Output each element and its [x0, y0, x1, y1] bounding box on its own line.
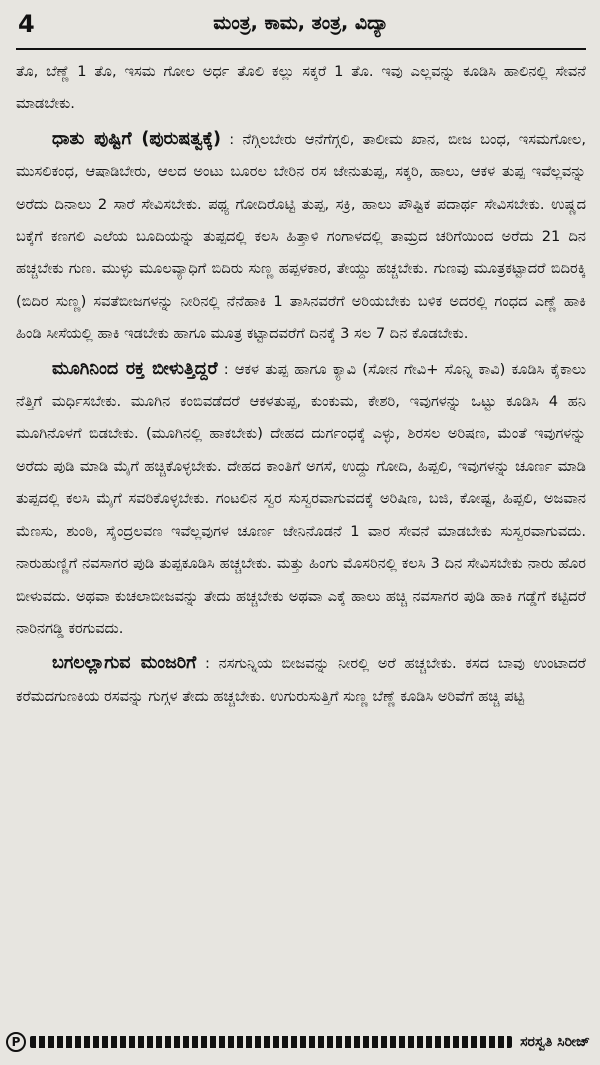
section-heading: ಬಗಲಲ್ಲಾಗುವ ಮಂಜರಿಗೆ	[52, 653, 197, 674]
running-title: ಮಂತ್ರ, ಕಾಮ, ತಂತ್ರ, ವಿದ್ಯಾ	[213, 12, 389, 34]
page-header	[16, 0, 586, 56]
paragraph-text: : ನೆಗ್ಗಿಲಬೇರು ಆನೆಗೆಗ್ಗಲಿ, ತಾಲೀಮ ಖಾನ, ಬೀಜ ಬಂಧ, ಇಸಮಗೋಲ, ಮುಸಲಿಕಂಧ, ಆಷಾಡಿಬೇರು, ಆಲದ ಅಂಟು ಬೂರಲ ಬೇರಿನ ರಸ ಜೇನುತುಪ್ಪ, ಸಕ್ಕರಿ, ಹಾಲು, ಆಕಳ ತುಪ್ಪ ಇವೆಲ್ಲವನ್ನು ಅರೆದು ದಿನಾಲು 2 ಸಾರೆ ಸೇವಿಸಬೇಕು. ಪಥ್ಯ ಗೋದಿರೊಟ್ಟಿ ತುಪ್ಪ, ಸಕ್ರಿ, ಹಾಲು ಪೌಷ್ಟಿಕ ಪದಾರ್ಥ ಸೇವಿಸಬೇಕು. ಉಷ್ಣದ ಬಕ್ಕೆಗೆ ಕಣಗಲಿ ಎಲೆಯ ಬೂದಿಯನ್ನು ತುಪ್ಪದಲ್ಲಿ ಕಲಸಿ ಹಿತ್ತಾಳಿ ಗಂಗಾಳದಲ್ಲಿ ತಾಮ್ರದ ಚರಿಗೆಯಿಂದ ಅರೆದು 21 ದಿನ ಹಚ್ಚಬೇಕು ಗುಣ. ಮುಳ್ಳು ಮೂಲವ್ಯಾಧಿಗೆ ಬಿದಿರು ಸುಣ್ಣ ಹಪ್ಪಳಕಾರ, ತೇಯ್ದು ಹಚ್ಚಬೇಕು. ಗುಣವು ಮೂತ್ರಕಟ್ಟಾದರೆ ಬಿದಿರಕ್ಕಿ (ಬಿದಿರ ಸುಣ್ಣ) ಸವತೆಬೀಜಗಳನ್ನು ನೀರಿನಲ್ಲಿ ನೆನೆಹಾಕಿ 1 ತಾಸಿನವರೆಗೆ ಅರಿಯಬೇಕು ಬಳಿಕ ಅದರಲ್ಲಿ ಗಂಧದ ಎಣ್ಣೆ ಹಾಕಿ ಹಿಂಡಿ ಸೀಸೆಯಲ್ಲಿ ಹಾಕಿ ಇಡಬೇಕು ಹಾಗೂ ಮೂತ್ರ ಕಟ್ಟಾದವರೆಗೆ ದಿನಕ್ಕೆ 3 ಸಲ 7 ದಿನ ಕೊಡಬೇಕು.	[16, 130, 586, 343]
paragraph-dhatu-pushti	[16, 123, 586, 351]
paragraph-text: : ಆಕಳ ತುಪ್ಪ ಹಾಗೂ ಕ್ಯಾವಿ (ಸೋನ ಗೇವಿ+ ಸೊನ್ನಿ ಕಾವಿ) ಕೂಡಿಸಿ ಕೈಕಾಲು ನೆತ್ತಿಗೆ ಮರ್ಧಿಸಬೇಕು. ಮೂಗಿನ ಕಂಬಿವಡೆದರೆ ಆಕಳತುಪ್ಪ, ಕುಂಕುಮ, ಕೇಶರಿ, ಇವುಗಳನ್ನು ಒಟ್ಟು ಕೂಡಿಸಿ 4 ಹನಿ ಮೂಗಿನೊಳಗೆ ಬಿಡಬೇಕು. (ಮೂಗಿನಲ್ಲಿ ಹಾಕಬೇಕು) ದೇಹದ ದುರ್ಗಂಧಕ್ಕೆ ಎಳ್ಳು, ಶಿರಸಲ ಅರಿಷಣ, ಮೆಂತೆ ಇವುಗಳನ್ನು ಅರೆದು ಪುಡಿ ಮಾಡಿ ಮೈಗೆ ಹಚ್ಚಿಕೊಳ್ಳಬೇಕು. ದೇಹದ ಕಾಂತಿಗೆ ಅಗಸೆ, ಉದ್ದು ಗೋದಿ, ಹಿಪ್ಪಲಿ, ಇವುಗಳನ್ನು ಚೂರ್ಣ ಮಾಡಿ ತುಪ್ಪದಲ್ಲಿ ಕಲಸಿ ಮೈಗೆ ಸವರಿಕೊಳ್ಳಬೇಕು. ಗಂಟಲಿನ ಸ್ವರ ಸುಸ್ವರವಾಗುವದಕ್ಕೆ ಅರಿಷಿಣ, ಬಜಿ, ಕೋಷ್ಟ, ಹಿಪ್ಪಲಿ, ಅಜವಾನ ಮೆಣಸು, ಶುಂಠಿ, ಸೈಂದ್ರಲವಣ ಇವೆಲ್ಲವುಗಳ ಚೂರ್ಣ ಜೇನಿನೊಡನೆ 1 ವಾರ ಸೇವನೆ ಮಾಡಬೇಕು ಸುಸ್ವರವಾಗುವದು. ನಾರುಹುಣ್ಣಿಗೆ ನವಸಾಗರ ಪುಡಿ ತುಪ್ಪಕೂಡಿಸಿ ಹಚ್ಚಬೇಕು. ಮತ್ತು ಹಿಂಗು ಮೊಸರಿನಲ್ಲಿ ಕಲಸಿ 3 ದಿನ ಸೇವಿಸಬೇಕು ನಾರು ಹೊರ ಬೀಳುವದು. ಅಥವಾ ಕುಚಲಾಬೀಜವನ್ನು ತೇದು ಹಚ್ಚಬೇಕು ಅಥವಾ ಎಕ್ಕೆ ಹಾಲು ಹಚ್ಚಿ ನವಸಾಗರ ಪುಡಿ ಹಾಕಿ ಗಡ್ಡೆಗೆ ಕಟ್ಟಿದರೆ ನಾರಿನಗಡ್ಡಿ ಕರಗುವದು.	[16, 360, 586, 637]
ornament-border	[30, 1036, 512, 1048]
paragraph-continuation	[16, 56, 586, 121]
paragraph-text: ತೊ, ಬೆಣ್ಣೆ 1 ತೊ, ಇಸಮ ಗೋಲ ಅರ್ಧ ತೊಲಿ ಕಲ್ಲು ಸಕ್ಕರೆ 1 ತೊ. ಇವು ಎಲ್ಲವನ್ನು ಕೂಡಿಸಿ ಹಾಲಿನಲ್ಲಿ ಸೇವನೆ ಮಾಡಬೇಕು.	[16, 63, 586, 113]
page-body	[16, 56, 586, 713]
paragraph-text: : ನಸಗುನ್ನಿಯ ಬೀಜವನ್ನು ನೀರಲ್ಲಿ ಅರೆ ಹಚ್ಚಬೇಕು. ಕಸದ ಬಾವು ಉಂಟಾದರೆ ಕರೆಮದಗುಣಕಿಯ ರಸವನ್ನು ಗುಗ್ಗಳ ತೇದು ಹಚ್ಚಬೇಕು. ಉಗುರುಸುತ್ತಿಗೆ ಸುಣ್ಣ ಬೆಣ್ಣೆ ಕೂಡಿಸಿ ಅರಿವೆಗೆ ಹಚ್ಚಿ ಪಟ್ಟಿ	[16, 655, 586, 705]
publisher-logo-icon	[6, 1032, 26, 1052]
series-name: ಸರಸ್ವತಿ ಸಿರೀಜ್	[520, 1034, 590, 1050]
page-footer	[6, 1027, 590, 1057]
paragraph-armpit-boil	[16, 647, 586, 713]
logo-letter: P	[11, 1035, 21, 1049]
page-number: 4	[18, 10, 35, 38]
header-rule	[16, 48, 586, 50]
section-heading: ಧಾತು ಪುಷ್ಟಿಗೆ (ಪುರುಷತ್ವಕ್ಕೆ)	[52, 128, 221, 149]
paragraph-nose-bleed	[16, 353, 586, 646]
section-heading: ಮೂಗಿನಿಂದ ರಕ್ತ ಬೀಳುತ್ತಿದ್ದರೆ	[52, 358, 218, 379]
